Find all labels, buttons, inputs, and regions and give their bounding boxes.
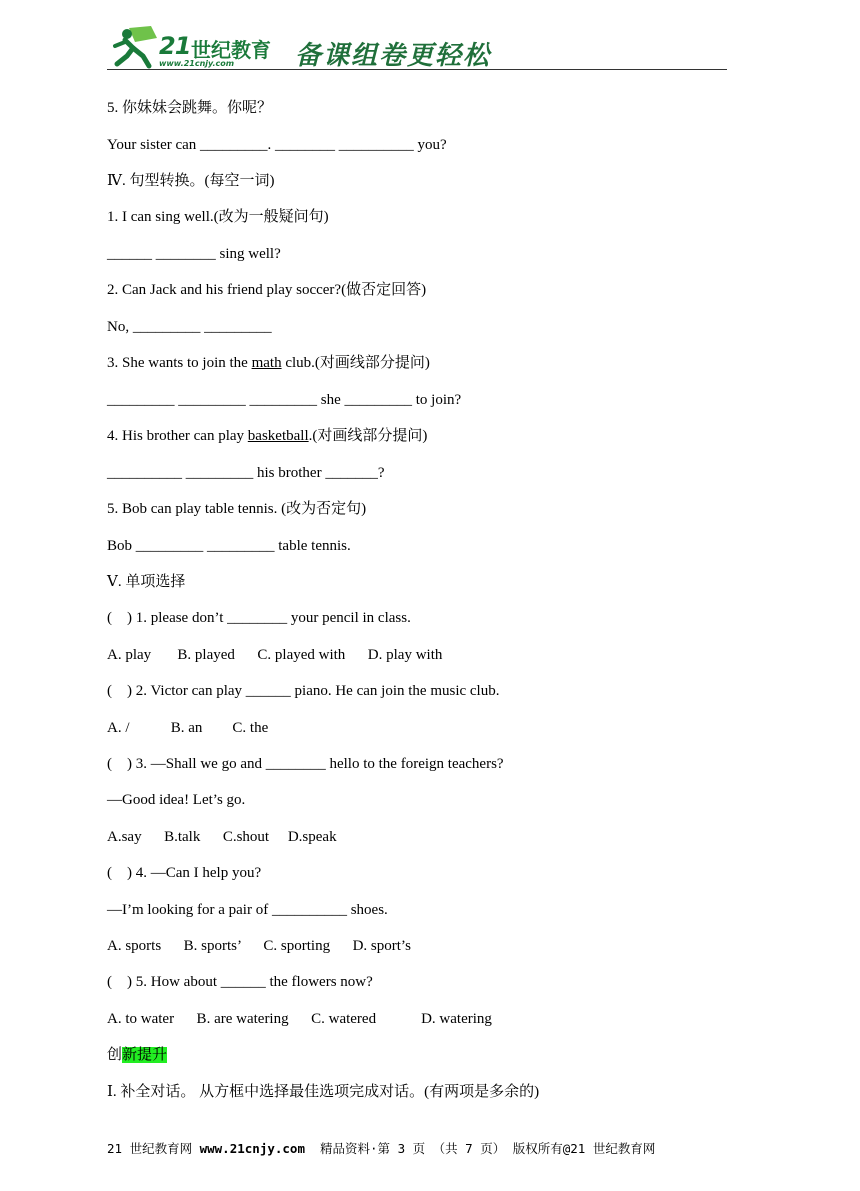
text-line: 5. 你妹妹会跳舞。你呢？ bbox=[107, 100, 273, 116]
text-line: No, _________ _________ bbox=[107, 319, 272, 335]
underlined-word: math bbox=[251, 355, 282, 371]
text-line: Your sister can _________. ________ __________ you? bbox=[107, 137, 447, 153]
text-line: 1. I can sing well.(改为一般疑问句) bbox=[107, 209, 329, 225]
text-line: —I’m looking for a pair of __________ shoes. bbox=[107, 902, 388, 918]
text-line: A.say B.talk C.shout D.speak bbox=[107, 829, 337, 845]
text-line: __________ _________ his brother _______? bbox=[107, 465, 385, 481]
text-line: ( ) 2. Victor can play ______ piano. He can join the music club. bbox=[107, 683, 500, 699]
page-footer: 21 世纪教育网 www.21cnjy.com 精品资料·第 3 页 （共 7 页） 版权所有@21 世纪教育网 bbox=[107, 1141, 656, 1156]
text-line: ( ) 3. —Shall we go and ________ hello to the foreign teachers? bbox=[107, 756, 504, 772]
text-line: A. play B. played C. played with D. play with bbox=[107, 647, 443, 663]
text-line: A. / B. an C. the bbox=[107, 720, 269, 736]
underlined-word: basketball bbox=[247, 428, 309, 444]
text-line: ______ ________ sing well? bbox=[107, 246, 281, 262]
text-line: Bob _________ _________ table tennis. bbox=[107, 538, 351, 554]
text-line: A. to water B. are watering C. watered D. watering bbox=[107, 1011, 492, 1027]
text-line: ( ) 5. How about ______ the flowers now? bbox=[107, 974, 373, 990]
text-line: ( ) 1. please don’t ________ your pencil in class. bbox=[107, 610, 411, 626]
text-line: Ⅳ. 句型转换。(每空一词) bbox=[107, 173, 275, 189]
text-line: 2. Can Jack and his friend play soccer?(做否定回答) bbox=[107, 282, 427, 298]
text-line: ( ) 4. —Can I help you? bbox=[107, 865, 262, 881]
header-slogan: 备课组卷更轻松 bbox=[295, 41, 492, 71]
question-line-math: 3. She wants to join the math club.(对画线部分提问) bbox=[107, 355, 430, 371]
highlighted-heading: 新提升 bbox=[122, 1047, 168, 1063]
runner-logo-icon bbox=[107, 22, 159, 70]
text-line: Ⅴ. 单项选择 bbox=[107, 574, 186, 590]
footer-url[interactable]: www.21cnjy.com bbox=[199, 1141, 305, 1156]
text-line: Ⅰ. 补全对话。 从方框中选择最佳选项完成对话。(有两项是多余的) bbox=[107, 1084, 540, 1100]
question-line-basketball: 4. His brother can play basketball.(对画线部分提问) bbox=[107, 428, 428, 444]
logo-name: 世纪教育 bbox=[191, 38, 271, 62]
text-line: —Good idea! Let’s go. bbox=[107, 792, 246, 808]
text-line: _________ _________ _________ she _________ to join? bbox=[107, 392, 462, 408]
logo-url: www.21cnjy.com bbox=[159, 59, 235, 68]
text-line: A. sports B. sports’ C. sporting D. sport’s bbox=[107, 938, 411, 954]
logo-number: 21 bbox=[159, 32, 191, 60]
header-divider bbox=[107, 69, 727, 70]
text-line: 5. Bob can play table tennis. (改为否定句) bbox=[107, 501, 367, 517]
section-heading: 创新提升 bbox=[107, 1047, 168, 1063]
page-header bbox=[107, 22, 727, 72]
